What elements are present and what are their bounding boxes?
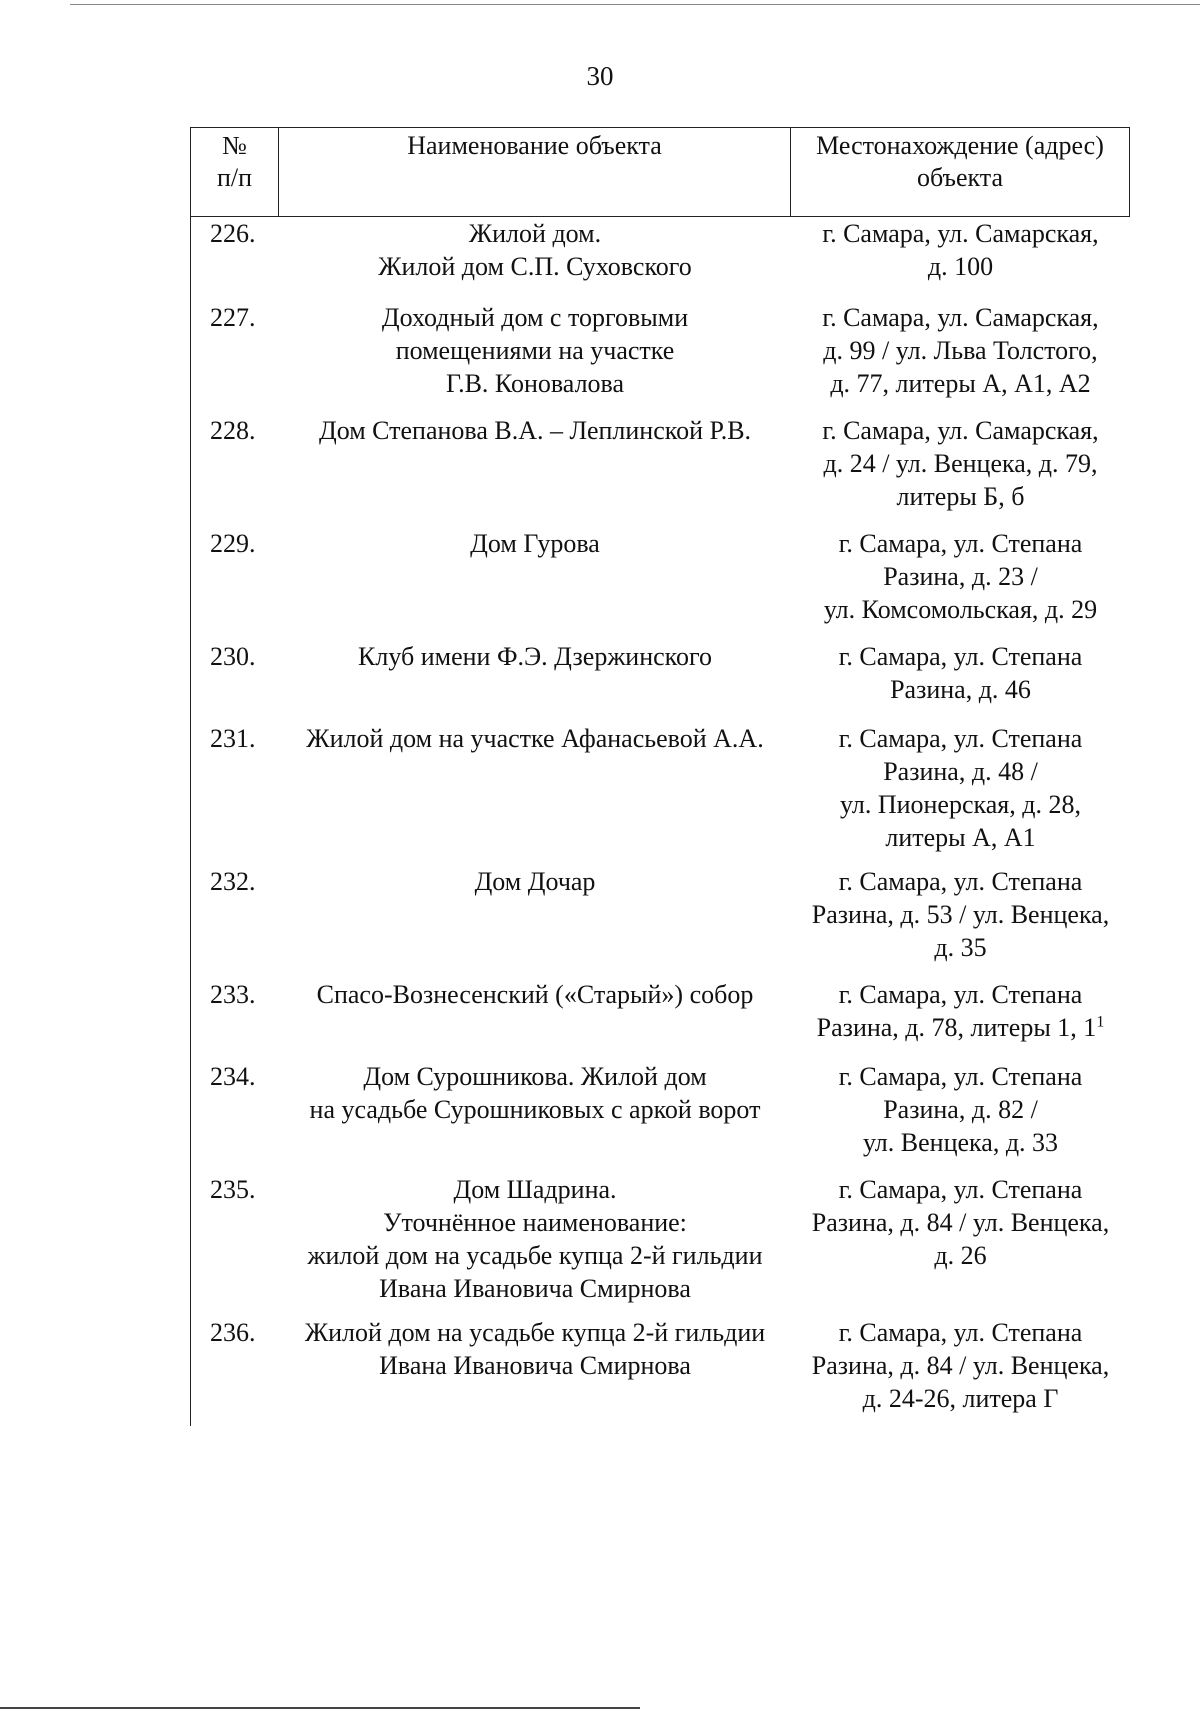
row-object-address-text: г. Самара, ул. Степана Разина, д. 84 / ул. Венцека, д. 24-26, литера Г [811,1318,1110,1413]
table-row [191,1316,1130,1426]
row-object-name: Дом Дочар [474,867,596,896]
table-body [190,217,1130,1426]
row-number: 227. [210,303,256,332]
row-object-address [791,527,1130,640]
row-object-address-text: г. Самара, ул. Степана Разина, д. 82 / ул. Венцека, д. 33 [838,1062,1083,1157]
row-object-address-text: г. Самара, ул. Степана Разина, д. 53 / ул. Венцека, д. 35 [811,867,1110,962]
table-row [191,1173,1130,1316]
row-number: 226. [210,219,256,248]
row-object-name: Спасо-Вознесенский («Старый») собор [316,980,754,1009]
page-number: 30 [586,61,614,91]
row-object-name: Дом Степанова В.А. – Леплинской Р.В. [318,416,752,445]
row-object-address [791,217,1130,301]
row-object-address [791,1060,1130,1173]
row-object-address-text: г. Самара, ул. Степана Разина, д. 23 / ул. Комсомольская, д. 29 [823,529,1098,624]
row-object-address [791,722,1130,865]
row-object-address [791,1173,1130,1316]
scan-edge-top [70,4,1200,5]
row-object-address [791,640,1130,722]
row-object-name: Дом Гурова [470,529,600,558]
row-number: 230. [210,642,256,671]
row-number: 228. [210,416,256,445]
header-number: № п/п [191,128,279,216]
table-row [191,978,1130,1060]
row-object-name: Дом Шадрина. Уточнённое наименование: жилой дом на усадьбе купца 2-й гильдии Ивана Ивановича Смирнова [307,1175,763,1303]
header-object-name: Наименование объекта [279,128,791,216]
row-object-address [791,1316,1130,1426]
table-row [191,865,1130,978]
row-object-name: Жилой дом на участке Афанасьевой А.А. [306,724,764,753]
row-object-address [791,865,1130,978]
row-number: 234. [210,1062,256,1091]
row-object-address [791,414,1130,527]
table-header-row [190,127,1130,217]
table-row [191,640,1130,722]
row-object-address [791,978,1130,1060]
table-row [191,1060,1130,1173]
header-object-address: Местонахождение (адрес) объекта [816,131,1104,192]
row-object-address-text: г. Самара, ул. Степана Разина, д. 84 / ул. Венцека, д. 26 [811,1175,1110,1270]
row-object-address-text: г. Самара, ул. Степана Разина, д. 46 [838,642,1083,704]
row-number: 236. [210,1318,256,1347]
row-object-address-text: г. Самара, ул. Степана Разина, д. 78, литеры 1, 1 [816,980,1097,1042]
row-object-name: Жилой дом. Жилой дом С.П. Суховского [378,219,692,281]
table-row [191,527,1130,640]
row-object-address-text: г. Самара, ул. Самарская, д. 99 / ул. Льва Толстого, д. 77, литеры А, А1, А2 [822,303,1099,398]
row-number: 233. [210,980,256,1009]
scan-edge-bottom [0,1707,640,1709]
row-object-name: Жилой дом на усадьбе купца 2-й гильдии Ивана Ивановича Смирнова [304,1318,766,1380]
address-superscript: 1 [1096,1013,1105,1031]
table-row [191,217,1130,301]
row-number: 229. [210,529,256,558]
objects-table [190,127,1130,1426]
row-object-name: Доходный дом с торговыми помещениями на участке Г.В. Коновалова [381,303,689,398]
row-object-address-text: г. Самара, ул. Степана Разина, д. 48 / ул. Пионерская, д. 28, литеры А, А1 [838,724,1083,852]
row-number: 231. [210,724,256,753]
row-object-address-text: г. Самара, ул. Самарская, д. 24 / ул. Венцека, д. 79, литеры Б, б [822,416,1099,511]
table-row [191,301,1130,414]
row-object-name: Клуб имени Ф.Э. Дзержинского [358,642,712,671]
table-row [191,722,1130,865]
row-number: 235. [210,1175,256,1204]
row-number: 232. [210,867,256,896]
table-row [191,414,1130,527]
row-object-name: Дом Сурошникова. Жилой дом на усадьбе Сурошниковых с аркой ворот [309,1062,761,1124]
row-object-address [791,301,1130,414]
row-object-address-text: г. Самара, ул. Самарская, д. 100 [822,219,1099,281]
